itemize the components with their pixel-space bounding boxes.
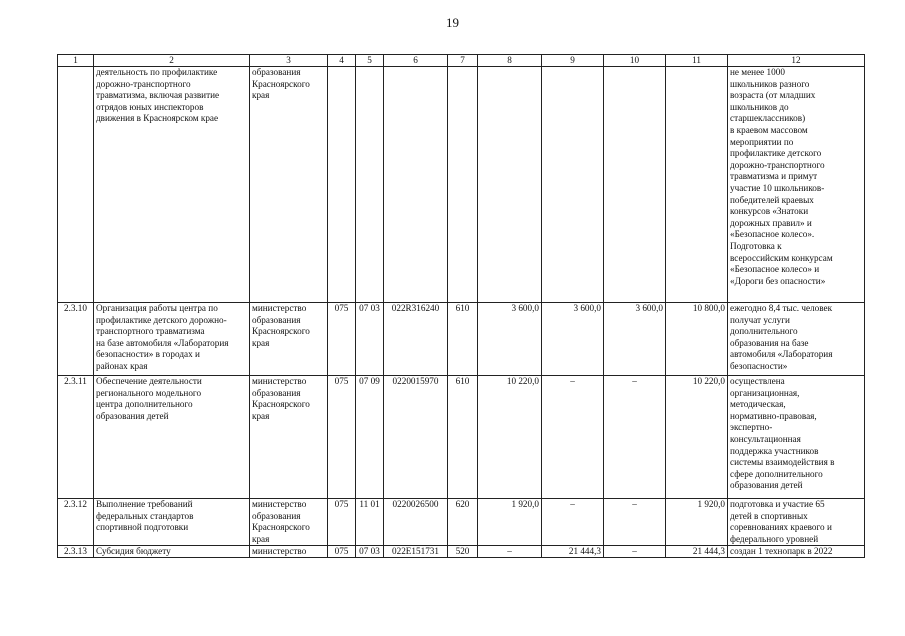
col-header-2: 2	[94, 55, 250, 67]
table-row	[58, 67, 865, 303]
expected-result: не менее 1000 школьников разного возраста (от младших школьников до старшеклассников) в краевом массовом мероприятии по профилактике детского дорожно-транспортного травматизма и примут участие 10 школьников- победителей краевых конкурсов «Знатоки дорожных правил» и «Безопасное колесо». Подготовка к всероссийским конкурсам «Безопасное колесо» и «Дороги без опасности»	[728, 67, 865, 303]
vr-code	[448, 67, 478, 303]
amount-year-1: 10 220,0	[478, 376, 542, 499]
grbs-code: 075	[328, 376, 356, 499]
page-number: 19	[446, 15, 459, 30]
expected-result: создан 1 технопарк в 2022	[728, 546, 865, 558]
item-number: 2.3.13	[58, 546, 94, 558]
csr-code	[384, 67, 448, 303]
amount-year-2: 21 444,3	[542, 546, 604, 558]
activity-name: Субсидия бюджету	[94, 546, 250, 558]
activity-name: Организация работы центра по профилактике детского дорожно- транспортного травматизма на базе автомобиля «Лаборатория безопасности» в городах и районах края	[94, 303, 250, 376]
amount-year-1: 3 600,0	[478, 303, 542, 376]
executor: министерство образования Красноярского края	[250, 303, 328, 376]
rzpr-code	[356, 67, 384, 303]
amount-year-3: –	[604, 546, 666, 558]
table-row	[58, 376, 865, 499]
col-header-11: 11	[666, 55, 728, 67]
table-row	[58, 499, 865, 546]
expected-result: ежегодно 8,4 тыс. человек получат услуги дополнительного образования на базе автомобиля «Лаборатория безопасности»	[728, 303, 865, 376]
rzpr-code: 11 01	[356, 499, 384, 546]
amount-year-3: –	[604, 376, 666, 499]
activity-name: Выполнение требований федеральных стандартов спортивной подготовки	[94, 499, 250, 546]
csr-code: 0220026500	[384, 499, 448, 546]
rzpr-code: 07 03	[356, 303, 384, 376]
col-header-3: 3	[250, 55, 328, 67]
csr-code: 022R316240	[384, 303, 448, 376]
activity-name: деятельность по профилактике дорожно-транспортного травматизма, включая развитие отрядов юных инспекторов движения в Красноярском крае	[94, 67, 250, 303]
executor: министерство образования Красноярского края	[250, 376, 328, 499]
activity-name: Обеспечение деятельности регионального модельного центра дополнительного образования детей	[94, 376, 250, 499]
amount-year-1: –	[478, 546, 542, 558]
grbs-code: 075	[328, 499, 356, 546]
amount-total: 1 920,0	[666, 499, 728, 546]
item-number	[58, 67, 94, 303]
col-header-10: 10	[604, 55, 666, 67]
vr-code: 520	[448, 546, 478, 558]
col-header-1: 1	[58, 55, 94, 67]
item-number: 2.3.11	[58, 376, 94, 499]
amount-total: 21 444,3	[666, 546, 728, 558]
executor: министерство образования Красноярского края	[250, 499, 328, 546]
col-header-7: 7	[448, 55, 478, 67]
expected-result: осуществлена организационная, методическая, нормативно-правовая, экспертно- консультационная поддержка участников системы взаимодействия в сфере дополнительного образования детей	[728, 376, 865, 499]
rzpr-code: 07 09	[356, 376, 384, 499]
expected-result: подготовка и участие 65 детей в спортивных соревнованиях краевого и федерального уровней	[728, 499, 865, 546]
csr-code: 0220015970	[384, 376, 448, 499]
amount-year-2: 3 600,0	[542, 303, 604, 376]
amount-year-1: 1 920,0	[478, 499, 542, 546]
grbs-code	[328, 67, 356, 303]
amount-year-3	[604, 67, 666, 303]
vr-code: 620	[448, 499, 478, 546]
amount-year-1	[478, 67, 542, 303]
grbs-code: 075	[328, 303, 356, 376]
executor: образования Красноярского края	[250, 67, 328, 303]
vr-code: 610	[448, 376, 478, 499]
col-header-4: 4	[328, 55, 356, 67]
column-number-row	[58, 55, 865, 67]
col-header-6: 6	[384, 55, 448, 67]
col-header-8: 8	[478, 55, 542, 67]
item-number: 2.3.10	[58, 303, 94, 376]
rzpr-code: 07 03	[356, 546, 384, 558]
amount-year-3: –	[604, 499, 666, 546]
amount-year-2	[542, 67, 604, 303]
executor: министерство	[250, 546, 328, 558]
program-activities-table	[57, 54, 865, 558]
item-number: 2.3.12	[58, 499, 94, 546]
amount-year-3: 3 600,0	[604, 303, 666, 376]
amount-year-2: –	[542, 376, 604, 499]
amount-total	[666, 67, 728, 303]
csr-code: 022E151731	[384, 546, 448, 558]
col-header-12: 12	[728, 55, 865, 67]
col-header-5: 5	[356, 55, 384, 67]
table-row	[58, 303, 865, 376]
col-header-9: 9	[542, 55, 604, 67]
vr-code: 610	[448, 303, 478, 376]
table-row	[58, 546, 865, 558]
grbs-code: 075	[328, 546, 356, 558]
amount-total: 10 800,0	[666, 303, 728, 376]
amount-total: 10 220,0	[666, 376, 728, 499]
amount-year-2: –	[542, 499, 604, 546]
